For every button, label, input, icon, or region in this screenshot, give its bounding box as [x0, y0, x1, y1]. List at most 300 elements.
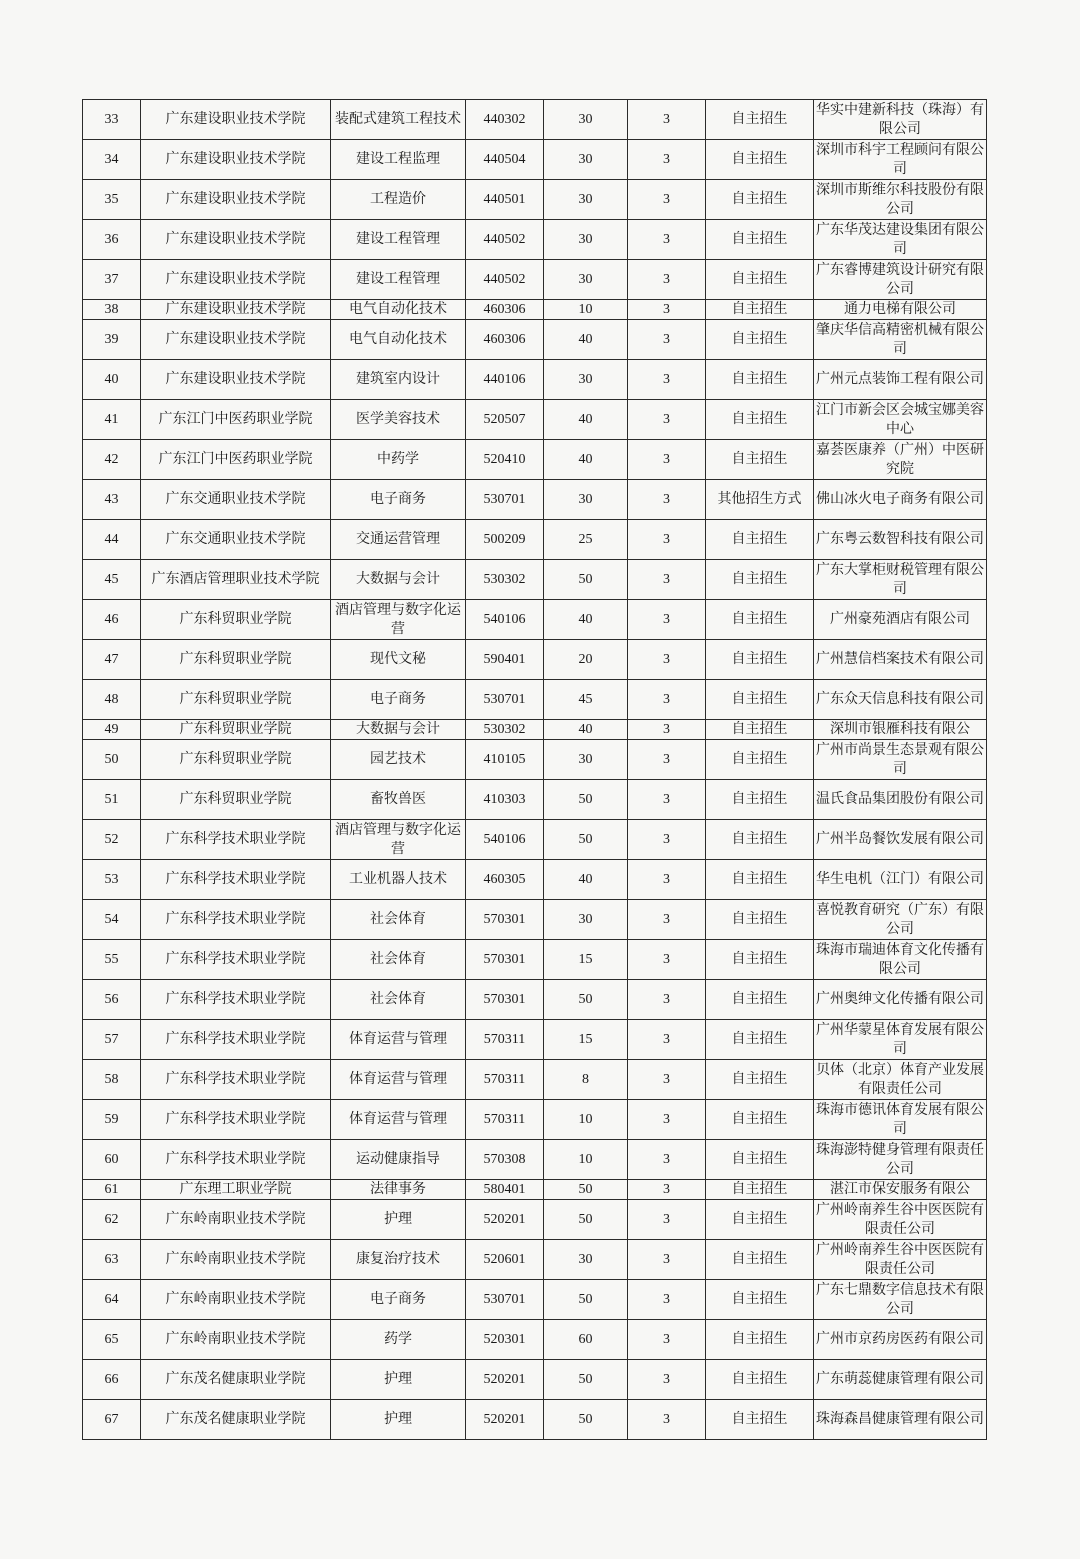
partner-company-cell: 广东粤云数智科技有限公司: [814, 520, 987, 560]
admission-method-cell: 自主招生: [706, 900, 814, 940]
enrollment-count-cell: 10: [544, 300, 628, 320]
row-number-cell: 43: [83, 480, 141, 520]
enrollment-count-cell: 40: [544, 440, 628, 480]
row-number-cell: 36: [83, 220, 141, 260]
enrollment-table: [82, 99, 987, 1440]
row-number-cell: 46: [83, 600, 141, 640]
school-name-cell: 广东建设职业技术学院: [141, 260, 331, 300]
major-name-cell: 法律事务: [331, 1180, 466, 1200]
school-name-cell: 广东科贸职业学院: [141, 680, 331, 720]
major-name-cell: 电子商务: [331, 480, 466, 520]
table-row: [83, 360, 987, 400]
partner-company-cell: 珠海澎特健身管理有限责任公司: [814, 1140, 987, 1180]
partner-company-cell: 广州华蒙星体育发展有限公司: [814, 1020, 987, 1060]
admission-method-cell: 自主招生: [706, 940, 814, 980]
major-code-cell: 460306: [466, 300, 544, 320]
row-number-cell: 61: [83, 1180, 141, 1200]
school-name-cell: 广东科贸职业学院: [141, 720, 331, 740]
partner-company-cell: 深圳市科宇工程顾问有限公司: [814, 140, 987, 180]
partner-company-cell: 广州慧信档案技术有限公司: [814, 640, 987, 680]
major-code-cell: 440502: [466, 260, 544, 300]
study-years-cell: 3: [628, 680, 706, 720]
admission-method-cell: 自主招生: [706, 400, 814, 440]
enrollment-count-cell: 15: [544, 1020, 628, 1060]
partner-company-cell: 珠海市瑞迪体育文化传播有限公司: [814, 940, 987, 980]
enrollment-count-cell: 50: [544, 980, 628, 1020]
table-row: [83, 520, 987, 560]
partner-company-cell: 广东华茂达建设集团有限公司: [814, 220, 987, 260]
partner-company-cell: 珠海市德讯体育发展有限公司: [814, 1100, 987, 1140]
major-name-cell: 工业机器人技术: [331, 860, 466, 900]
row-number-cell: 49: [83, 720, 141, 740]
school-name-cell: 广东科贸职业学院: [141, 740, 331, 780]
partner-company-cell: 广东七鼎数字信息技术有限公司: [814, 1280, 987, 1320]
admission-method-cell: 自主招生: [706, 260, 814, 300]
admission-method-cell: 自主招生: [706, 1360, 814, 1400]
enrollment-count-cell: 20: [544, 640, 628, 680]
table-row: [83, 480, 987, 520]
row-number-cell: 67: [83, 1400, 141, 1440]
table-row: [83, 1100, 987, 1140]
admission-method-cell: 自主招生: [706, 1400, 814, 1440]
enrollment-count-cell: 50: [544, 560, 628, 600]
table-row: [83, 220, 987, 260]
row-number-cell: 42: [83, 440, 141, 480]
study-years-cell: 3: [628, 480, 706, 520]
study-years-cell: 3: [628, 1320, 706, 1360]
major-code-cell: 570301: [466, 900, 544, 940]
table-row: [83, 1200, 987, 1240]
admission-method-cell: 自主招生: [706, 100, 814, 140]
admission-method-cell: 自主招生: [706, 1180, 814, 1200]
major-code-cell: 520201: [466, 1400, 544, 1440]
major-name-cell: 电气自动化技术: [331, 300, 466, 320]
table-row: [83, 1360, 987, 1400]
major-name-cell: 现代文秘: [331, 640, 466, 680]
major-code-cell: 440504: [466, 140, 544, 180]
major-code-cell: 410105: [466, 740, 544, 780]
table-row: [83, 600, 987, 640]
admission-method-cell: 自主招生: [706, 860, 814, 900]
row-number-cell: 33: [83, 100, 141, 140]
school-name-cell: 广东建设职业技术学院: [141, 320, 331, 360]
partner-company-cell: 广州奥绅文化传播有限公司: [814, 980, 987, 1020]
admission-method-cell: 自主招生: [706, 1060, 814, 1100]
row-number-cell: 66: [83, 1360, 141, 1400]
enrollment-count-cell: 8: [544, 1060, 628, 1100]
major-code-cell: 530701: [466, 480, 544, 520]
table-row: [83, 860, 987, 900]
study-years-cell: 3: [628, 140, 706, 180]
row-number-cell: 47: [83, 640, 141, 680]
admission-method-cell: 自主招生: [706, 440, 814, 480]
major-name-cell: 社会体育: [331, 980, 466, 1020]
partner-company-cell: 广州岭南养生谷中医医院有限责任公司: [814, 1200, 987, 1240]
school-name-cell: 广东科学技术职业学院: [141, 860, 331, 900]
table-row: [83, 140, 987, 180]
enrollment-count-cell: 50: [544, 1180, 628, 1200]
major-name-cell: 社会体育: [331, 940, 466, 980]
partner-company-cell: 喜悦教育研究（广东）有限公司: [814, 900, 987, 940]
study-years-cell: 3: [628, 980, 706, 1020]
study-years-cell: 3: [628, 220, 706, 260]
study-years-cell: 3: [628, 180, 706, 220]
admission-method-cell: 自主招生: [706, 520, 814, 560]
partner-company-cell: 肇庆华信高精密机械有限公司: [814, 320, 987, 360]
school-name-cell: 广东江门中医药职业学院: [141, 400, 331, 440]
study-years-cell: 3: [628, 440, 706, 480]
major-name-cell: 护理: [331, 1200, 466, 1240]
major-code-cell: 570311: [466, 1100, 544, 1140]
school-name-cell: 广东交通职业技术学院: [141, 480, 331, 520]
table-body: [83, 100, 987, 1440]
admission-method-cell: 自主招生: [706, 360, 814, 400]
enrollment-count-cell: 50: [544, 1360, 628, 1400]
major-code-cell: 580401: [466, 1180, 544, 1200]
school-name-cell: 广东建设职业技术学院: [141, 100, 331, 140]
school-name-cell: 广东江门中医药职业学院: [141, 440, 331, 480]
major-name-cell: 酒店管理与数字化运营: [331, 820, 466, 860]
admission-method-cell: 自主招生: [706, 300, 814, 320]
table-row: [83, 1180, 987, 1200]
admission-method-cell: 其他招生方式: [706, 480, 814, 520]
study-years-cell: 3: [628, 1200, 706, 1240]
admission-method-cell: 自主招生: [706, 600, 814, 640]
school-name-cell: 广东科学技术职业学院: [141, 900, 331, 940]
table-row: [83, 440, 987, 480]
table-row: [83, 820, 987, 860]
major-code-cell: 520507: [466, 400, 544, 440]
row-number-cell: 63: [83, 1240, 141, 1280]
school-name-cell: 广东茂名健康职业学院: [141, 1360, 331, 1400]
row-number-cell: 35: [83, 180, 141, 220]
partner-company-cell: 深圳市斯维尔科技股份有限公司: [814, 180, 987, 220]
table-row: [83, 980, 987, 1020]
admission-method-cell: 自主招生: [706, 680, 814, 720]
partner-company-cell: 广州半岛餐饮发展有限公司: [814, 820, 987, 860]
table-row: [83, 900, 987, 940]
table-row: [83, 780, 987, 820]
major-code-cell: 570301: [466, 940, 544, 980]
study-years-cell: 3: [628, 260, 706, 300]
admission-method-cell: 自主招生: [706, 1320, 814, 1360]
admission-method-cell: 自主招生: [706, 740, 814, 780]
school-name-cell: 广东岭南职业技术学院: [141, 1320, 331, 1360]
partner-company-cell: 华生电机（江门）有限公司: [814, 860, 987, 900]
table-row: [83, 180, 987, 220]
school-name-cell: 广东科贸职业学院: [141, 640, 331, 680]
enrollment-count-cell: 40: [544, 400, 628, 440]
admission-method-cell: 自主招生: [706, 140, 814, 180]
major-name-cell: 医学美容技术: [331, 400, 466, 440]
major-name-cell: 体育运营与管理: [331, 1060, 466, 1100]
partner-company-cell: 广东萌蕊健康管理有限公司: [814, 1360, 987, 1400]
table-row: [83, 1060, 987, 1100]
partner-company-cell: 江门市新会区会城宝娜美容中心: [814, 400, 987, 440]
major-name-cell: 建设工程监理: [331, 140, 466, 180]
table-row: [83, 260, 987, 300]
enrollment-count-cell: 30: [544, 260, 628, 300]
major-code-cell: 440502: [466, 220, 544, 260]
enrollment-count-cell: 30: [544, 100, 628, 140]
major-name-cell: 电气自动化技术: [331, 320, 466, 360]
enrollment-count-cell: 50: [544, 1200, 628, 1240]
partner-company-cell: 贝体（北京）体育产业发展有限责任公司: [814, 1060, 987, 1100]
major-code-cell: 520601: [466, 1240, 544, 1280]
major-code-cell: 570308: [466, 1140, 544, 1180]
major-code-cell: 530302: [466, 560, 544, 600]
school-name-cell: 广东交通职业技术学院: [141, 520, 331, 560]
table-row: [83, 100, 987, 140]
table-row: [83, 640, 987, 680]
study-years-cell: 3: [628, 1100, 706, 1140]
partner-company-cell: 珠海森昌健康管理有限公司: [814, 1400, 987, 1440]
major-code-cell: 570311: [466, 1060, 544, 1100]
school-name-cell: 广东建设职业技术学院: [141, 300, 331, 320]
enrollment-count-cell: 10: [544, 1100, 628, 1140]
school-name-cell: 广东理工职业学院: [141, 1180, 331, 1200]
major-name-cell: 建设工程管理: [331, 220, 466, 260]
enrollment-count-cell: 30: [544, 220, 628, 260]
admission-method-cell: 自主招生: [706, 220, 814, 260]
school-name-cell: 广东茂名健康职业学院: [141, 1400, 331, 1440]
admission-method-cell: 自主招生: [706, 1200, 814, 1240]
row-number-cell: 53: [83, 860, 141, 900]
study-years-cell: 3: [628, 300, 706, 320]
study-years-cell: 3: [628, 560, 706, 600]
partner-company-cell: 广东大掌柜财税管理有限公司: [814, 560, 987, 600]
enrollment-count-cell: 25: [544, 520, 628, 560]
partner-company-cell: 广州市京药房医药有限公司: [814, 1320, 987, 1360]
enrollment-count-cell: 40: [544, 600, 628, 640]
school-name-cell: 广东科贸职业学院: [141, 600, 331, 640]
enrollment-count-cell: 45: [544, 680, 628, 720]
admission-method-cell: 自主招生: [706, 560, 814, 600]
study-years-cell: 3: [628, 1020, 706, 1060]
table-row: [83, 1400, 987, 1440]
table-row: [83, 940, 987, 980]
row-number-cell: 54: [83, 900, 141, 940]
row-number-cell: 37: [83, 260, 141, 300]
major-code-cell: 460306: [466, 320, 544, 360]
major-name-cell: 康复治疗技术: [331, 1240, 466, 1280]
major-code-cell: 500209: [466, 520, 544, 560]
study-years-cell: 3: [628, 1360, 706, 1400]
table-row: [83, 1240, 987, 1280]
row-number-cell: 50: [83, 740, 141, 780]
major-code-cell: 590401: [466, 640, 544, 680]
enrollment-count-cell: 50: [544, 1400, 628, 1440]
major-code-cell: 570311: [466, 1020, 544, 1060]
table-row: [83, 560, 987, 600]
major-name-cell: 建设工程管理: [331, 260, 466, 300]
partner-company-cell: 广州豪苑酒店有限公司: [814, 600, 987, 640]
major-name-cell: 电子商务: [331, 1280, 466, 1320]
partner-company-cell: 温氏食品集团股份有限公司: [814, 780, 987, 820]
table-row: [83, 720, 987, 740]
major-name-cell: 园艺技术: [331, 740, 466, 780]
admission-method-cell: 自主招生: [706, 720, 814, 740]
major-name-cell: 药学: [331, 1320, 466, 1360]
enrollment-count-cell: 30: [544, 900, 628, 940]
study-years-cell: 3: [628, 860, 706, 900]
school-name-cell: 广东科学技术职业学院: [141, 1100, 331, 1140]
partner-company-cell: 湛江市保安服务有限公: [814, 1180, 987, 1200]
enrollment-count-cell: 30: [544, 180, 628, 220]
major-code-cell: 410303: [466, 780, 544, 820]
major-code-cell: 520201: [466, 1200, 544, 1240]
study-years-cell: 3: [628, 640, 706, 680]
study-years-cell: 3: [628, 1060, 706, 1100]
major-code-cell: 530701: [466, 680, 544, 720]
study-years-cell: 3: [628, 740, 706, 780]
partner-company-cell: 佛山冰火电子商务有限公司: [814, 480, 987, 520]
enrollment-count-cell: 50: [544, 820, 628, 860]
table-row: [83, 740, 987, 780]
major-name-cell: 装配式建筑工程技术: [331, 100, 466, 140]
enrollment-count-cell: 50: [544, 780, 628, 820]
study-years-cell: 3: [628, 1140, 706, 1180]
study-years-cell: 3: [628, 320, 706, 360]
admission-method-cell: 自主招生: [706, 820, 814, 860]
major-name-cell: 酒店管理与数字化运营: [331, 600, 466, 640]
partner-company-cell: 广州元点装饰工程有限公司: [814, 360, 987, 400]
enrollment-count-cell: 30: [544, 1240, 628, 1280]
partner-company-cell: 广东众天信息科技有限公司: [814, 680, 987, 720]
enrollment-count-cell: 30: [544, 140, 628, 180]
partner-company-cell: 华实中建新科技（珠海）有限公司: [814, 100, 987, 140]
admission-method-cell: 自主招生: [706, 1100, 814, 1140]
enrollment-count-cell: 40: [544, 320, 628, 360]
row-number-cell: 58: [83, 1060, 141, 1100]
school-name-cell: 广东建设职业技术学院: [141, 180, 331, 220]
table-row: [83, 1140, 987, 1180]
enrollment-count-cell: 50: [544, 1280, 628, 1320]
row-number-cell: 59: [83, 1100, 141, 1140]
major-name-cell: 大数据与会计: [331, 560, 466, 600]
enrollment-count-cell: 30: [544, 740, 628, 780]
row-number-cell: 62: [83, 1200, 141, 1240]
study-years-cell: 3: [628, 780, 706, 820]
row-number-cell: 60: [83, 1140, 141, 1180]
table-row: [83, 300, 987, 320]
school-name-cell: 广东科学技术职业学院: [141, 1020, 331, 1060]
major-code-cell: 440501: [466, 180, 544, 220]
major-code-cell: 520410: [466, 440, 544, 480]
row-number-cell: 57: [83, 1020, 141, 1060]
study-years-cell: 3: [628, 1400, 706, 1440]
table-row: [83, 320, 987, 360]
school-name-cell: 广东科学技术职业学院: [141, 980, 331, 1020]
row-number-cell: 40: [83, 360, 141, 400]
row-number-cell: 56: [83, 980, 141, 1020]
enrollment-count-cell: 30: [544, 360, 628, 400]
study-years-cell: 3: [628, 820, 706, 860]
partner-company-cell: 广州岭南养生谷中医医院有限责任公司: [814, 1240, 987, 1280]
partner-company-cell: 通力电梯有限公司: [814, 300, 987, 320]
enrollment-count-cell: 15: [544, 940, 628, 980]
major-name-cell: 畜牧兽医: [331, 780, 466, 820]
major-name-cell: 护理: [331, 1400, 466, 1440]
table-row: [83, 400, 987, 440]
school-name-cell: 广东建设职业技术学院: [141, 360, 331, 400]
admission-method-cell: 自主招生: [706, 980, 814, 1020]
row-number-cell: 38: [83, 300, 141, 320]
major-name-cell: 护理: [331, 1360, 466, 1400]
school-name-cell: 广东建设职业技术学院: [141, 220, 331, 260]
table-row: [83, 1280, 987, 1320]
table-row: [83, 680, 987, 720]
study-years-cell: 3: [628, 940, 706, 980]
admission-method-cell: 自主招生: [706, 320, 814, 360]
major-name-cell: 电子商务: [331, 680, 466, 720]
study-years-cell: 3: [628, 360, 706, 400]
major-name-cell: 运动健康指导: [331, 1140, 466, 1180]
admission-method-cell: 自主招生: [706, 180, 814, 220]
major-code-cell: 530302: [466, 720, 544, 740]
partner-company-cell: 广东睿博建筑设计研究有限公司: [814, 260, 987, 300]
table-row: [83, 1320, 987, 1360]
school-name-cell: 广东岭南职业技术学院: [141, 1200, 331, 1240]
study-years-cell: 3: [628, 520, 706, 560]
major-name-cell: 工程造价: [331, 180, 466, 220]
major-name-cell: 建筑室内设计: [331, 360, 466, 400]
major-code-cell: 540106: [466, 600, 544, 640]
enrollment-count-cell: 30: [544, 480, 628, 520]
enrollment-count-cell: 40: [544, 720, 628, 740]
row-number-cell: 45: [83, 560, 141, 600]
study-years-cell: 3: [628, 100, 706, 140]
row-number-cell: 55: [83, 940, 141, 980]
row-number-cell: 52: [83, 820, 141, 860]
school-name-cell: 广东科贸职业学院: [141, 780, 331, 820]
row-number-cell: 51: [83, 780, 141, 820]
partner-company-cell: 深圳市银雁科技有限公: [814, 720, 987, 740]
row-number-cell: 64: [83, 1280, 141, 1320]
major-name-cell: 中药学: [331, 440, 466, 480]
major-name-cell: 体育运营与管理: [331, 1100, 466, 1140]
school-name-cell: 广东岭南职业技术学院: [141, 1240, 331, 1280]
major-name-cell: 交通运营管理: [331, 520, 466, 560]
study-years-cell: 3: [628, 1280, 706, 1320]
school-name-cell: 广东科学技术职业学院: [141, 1140, 331, 1180]
row-number-cell: 44: [83, 520, 141, 560]
school-name-cell: 广东科学技术职业学院: [141, 940, 331, 980]
partner-company-cell: 广州市尚景生态景观有限公司: [814, 740, 987, 780]
major-name-cell: 社会体育: [331, 900, 466, 940]
major-code-cell: 530701: [466, 1280, 544, 1320]
enrollment-count-cell: 10: [544, 1140, 628, 1180]
row-number-cell: 39: [83, 320, 141, 360]
study-years-cell: 3: [628, 1180, 706, 1200]
study-years-cell: 3: [628, 720, 706, 740]
study-years-cell: 3: [628, 400, 706, 440]
school-name-cell: 广东科学技术职业学院: [141, 820, 331, 860]
study-years-cell: 3: [628, 900, 706, 940]
major-name-cell: 体育运营与管理: [331, 1020, 466, 1060]
major-code-cell: 570301: [466, 980, 544, 1020]
study-years-cell: 3: [628, 1240, 706, 1280]
school-name-cell: 广东酒店管理职业技术学院: [141, 560, 331, 600]
row-number-cell: 48: [83, 680, 141, 720]
enrollment-count-cell: 60: [544, 1320, 628, 1360]
admission-method-cell: 自主招生: [706, 1020, 814, 1060]
major-code-cell: 540106: [466, 820, 544, 860]
admission-method-cell: 自主招生: [706, 780, 814, 820]
row-number-cell: 65: [83, 1320, 141, 1360]
major-name-cell: 大数据与会计: [331, 720, 466, 740]
school-name-cell: 广东科学技术职业学院: [141, 1060, 331, 1100]
